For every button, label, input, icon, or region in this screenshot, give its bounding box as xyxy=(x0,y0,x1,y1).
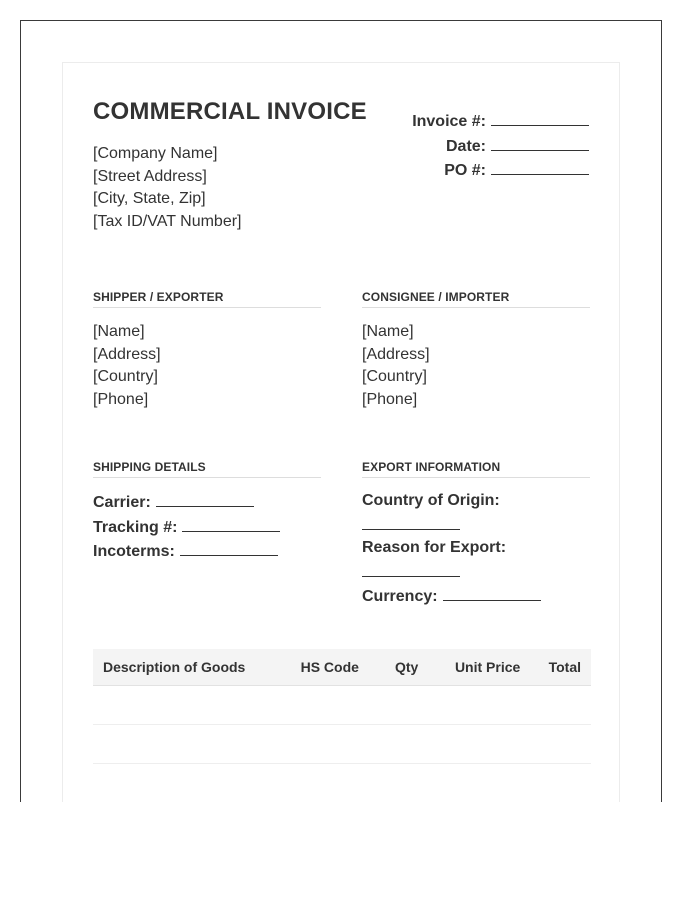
carrier-label: Carrier: xyxy=(93,494,151,511)
consignee-phone: [Phone] xyxy=(362,390,418,408)
shipper-country: [Country] xyxy=(93,368,158,385)
consignee-block xyxy=(362,321,430,411)
shipper-block xyxy=(93,321,161,411)
po-number-row xyxy=(412,158,589,183)
shipper-phone: [Phone] xyxy=(93,390,149,408)
table-row[interactable] xyxy=(93,686,591,725)
incoterms-row xyxy=(93,539,280,564)
invoice-number-blank[interactable] xyxy=(491,109,589,126)
consignee-address: [Address] xyxy=(362,345,430,363)
export-block xyxy=(362,490,541,609)
consignee-country: [Country] xyxy=(362,368,427,385)
carrier-row xyxy=(93,490,280,515)
shipper-heading: SHIPPER / EXPORTER xyxy=(93,290,321,308)
currency-row xyxy=(362,584,541,609)
consignee-heading: CONSIGNEE / IMPORTER xyxy=(362,290,590,308)
goods-table xyxy=(93,649,591,802)
reason-row xyxy=(362,560,541,585)
company-city: [City, State, Zip] xyxy=(93,190,206,207)
goods-table-header xyxy=(93,649,591,686)
company-street: [Street Address] xyxy=(93,167,207,185)
invoice-date-label: Date: xyxy=(445,137,486,155)
col-description: Description of Goods xyxy=(93,649,283,686)
carrier-blank[interactable] xyxy=(156,490,254,507)
invoice-number-row xyxy=(412,109,589,134)
col-qty: Qty xyxy=(377,649,437,686)
invoice-number-label: Invoice #: xyxy=(412,113,486,130)
invoice-sheet xyxy=(62,62,620,802)
col-unit-price: Unit Price xyxy=(437,649,539,686)
company-tax-id: [Tax ID/VAT Number] xyxy=(93,212,242,230)
invoice-title: COMMERCIAL INVOICE xyxy=(93,98,367,125)
company-name: [Company Name] xyxy=(93,145,218,162)
shipper-address: [Address] xyxy=(93,345,161,363)
origin-row xyxy=(362,513,541,538)
invoice-date-blank[interactable] xyxy=(491,134,589,151)
consignee-name: [Name] xyxy=(362,323,414,340)
incoterms-label: Incoterms: xyxy=(93,543,175,560)
tracking-label: Tracking #: xyxy=(93,518,178,536)
origin-label: Country of Origin: xyxy=(362,492,500,509)
shipping-heading: SHIPPING DETAILS xyxy=(93,460,321,478)
reason-blank[interactable] xyxy=(362,560,460,577)
invoice-meta xyxy=(412,109,589,183)
col-total: Total xyxy=(539,649,591,686)
currency-label: Currency: xyxy=(362,588,438,605)
tracking-row xyxy=(93,515,280,540)
po-number-blank[interactable] xyxy=(491,158,589,175)
document-viewport xyxy=(20,20,662,802)
export-heading: EXPORT INFORMATION xyxy=(362,460,590,478)
col-hs-code: HS Code xyxy=(283,649,377,686)
table-row[interactable] xyxy=(93,725,591,764)
invoice-date-row xyxy=(412,134,589,159)
currency-blank[interactable] xyxy=(443,584,541,601)
company-block xyxy=(93,143,241,233)
origin-blank[interactable] xyxy=(362,513,460,530)
reason-label: Reason for Export: xyxy=(362,539,507,556)
incoterms-blank[interactable] xyxy=(180,539,278,556)
po-number-label: PO #: xyxy=(444,162,486,179)
shipping-block xyxy=(93,490,280,564)
shipper-name: [Name] xyxy=(93,323,145,340)
tracking-blank[interactable] xyxy=(182,515,280,532)
table-row[interactable] xyxy=(93,764,591,803)
